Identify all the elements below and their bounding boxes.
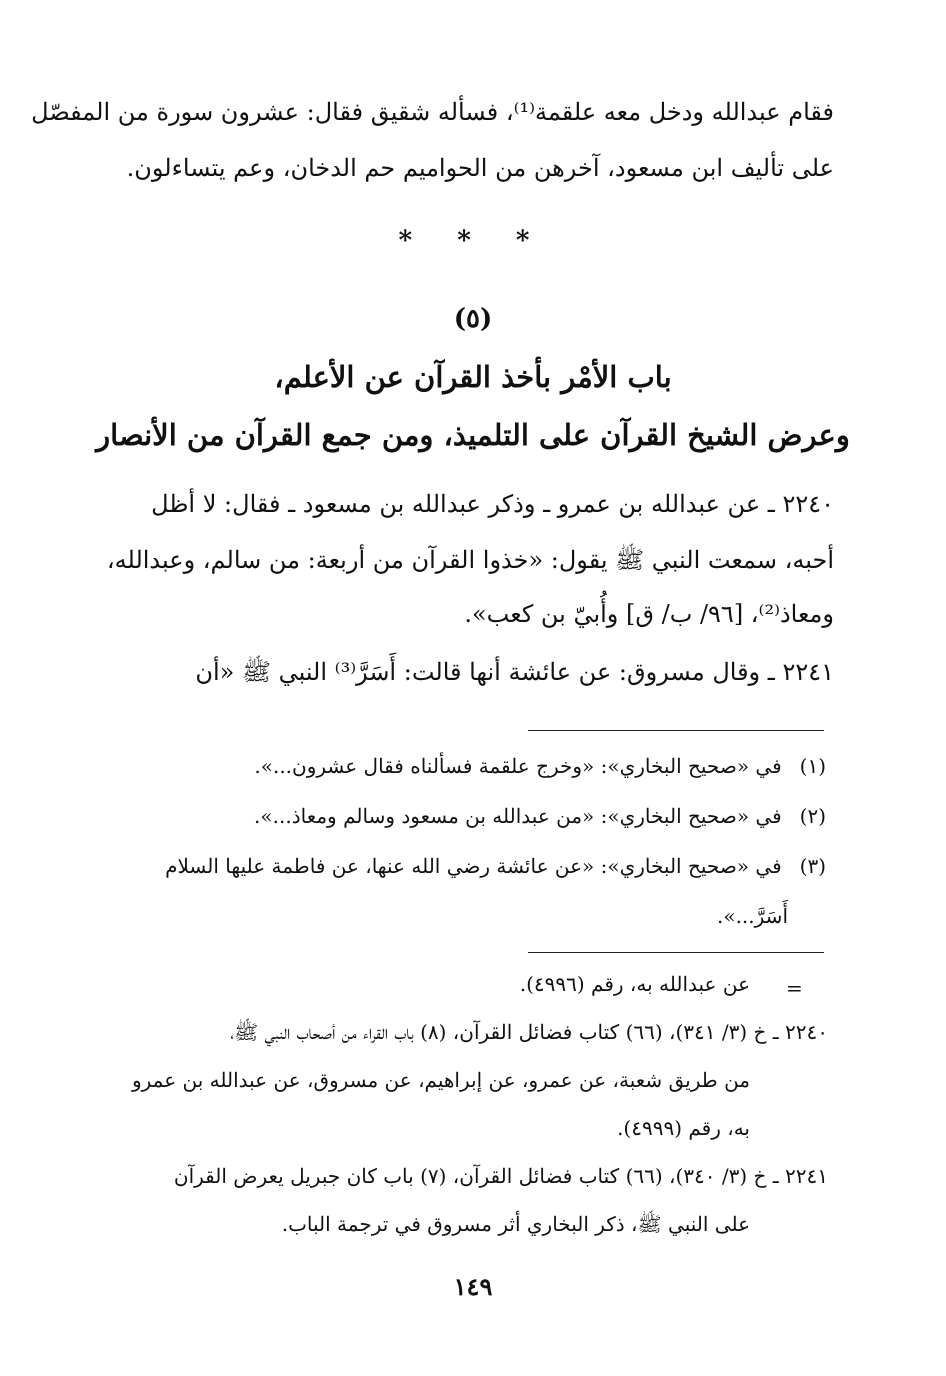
footnote-text: في «صحيح البخاري»: «عن عائشة رضي الله عنها، عن فاطمة عليها السلام <box>165 854 782 878</box>
reference-line: على النبي ﷺ، ذكر البخاري أثر مسروق في ترجمة الباب. <box>281 1212 750 1236</box>
reference-line: به، رقم (٤٩٩٩). <box>617 1116 750 1140</box>
reference-line: من طريق شعبة، عن عمرو، عن إبراهيم، عن مسروق، عن عبدالله بن عمرو <box>131 1068 750 1092</box>
section-number: (٥) <box>453 304 493 334</box>
section-separator: * * * <box>398 226 548 256</box>
references-divider <box>528 952 824 953</box>
footnote <box>116 852 826 880</box>
footnote <box>116 752 826 780</box>
footnote-divider <box>528 730 824 731</box>
footnote <box>116 802 826 830</box>
footnote-text: في «صحيح البخاري»: «وخرج علقمة فسألناه فقال عشرون...». <box>254 754 782 778</box>
hadith-text-line: ومعاذ⁽²⁾، [٩٦/ ب/ ق] وأُبيّ بن كعب». <box>464 600 834 628</box>
footnote-number: (١) <box>799 754 826 778</box>
hadith-text-line: ٢٢٤٠ ـ عن عبدالله بن عمرو ـ وذكر عبدالله بن مسعود ـ فقال: لا أظل <box>151 490 834 518</box>
chapter-heading: باب الأمْر بأخذ القرآن عن الأعلم، <box>274 360 672 394</box>
reference-line: ٢٢٤١ ـ خ (٣/ ٣٤٠)، (٦٦) كتاب فضائل القرآن، (٧) باب كان جبريل يعرض القرآن <box>173 1164 828 1188</box>
chapter-heading: وعرض الشيخ القرآن على التلميذ، ومن جمع القرآن من الأنصار <box>96 418 850 452</box>
footnote-text: في «صحيح البخاري»: «من عبدالله بن مسعود وسالم ومعاذ...». <box>254 804 782 828</box>
reference-line: ٢٢٤٠ ـ خ (٣/ ٣٤١)، (٦٦) كتاب فضائل القرآن، (٨) باب القراء من أصحاب النبي ﷺ، <box>230 1020 828 1044</box>
body-text-line: فقام عبدالله ودخل معه علقمة⁽¹⁾، فسأله شقيق فقال: عشرون سورة من المفصّل <box>31 98 834 126</box>
hadith-text-line: أحبه، سمعت النبي ﷺ يقول: «خذوا القرآن من أربعة: من سالم، وعبدالله، <box>106 546 834 574</box>
footnote-number: (٢) <box>799 804 826 828</box>
footnote-continuation: أَسَرَّ...». <box>716 904 788 928</box>
reference-line: عن عبدالله به، رقم (٤٩٩٦). <box>519 972 750 996</box>
footnote-number: (٣) <box>799 854 826 878</box>
continuation-mark: = <box>786 976 803 1000</box>
hadith-text-line: ٢٢٤١ ـ وقال مسروق: عن عائشة أنها قالت: أَسَرَّ⁽³⁾ النبي ﷺ «أن <box>195 658 834 686</box>
body-text-line: على تأليف ابن مسعود، آخرهن من الحواميم حم الدخان، وعم يتساءلون. <box>126 154 834 182</box>
page-number: ١٤٩ <box>453 1272 493 1301</box>
